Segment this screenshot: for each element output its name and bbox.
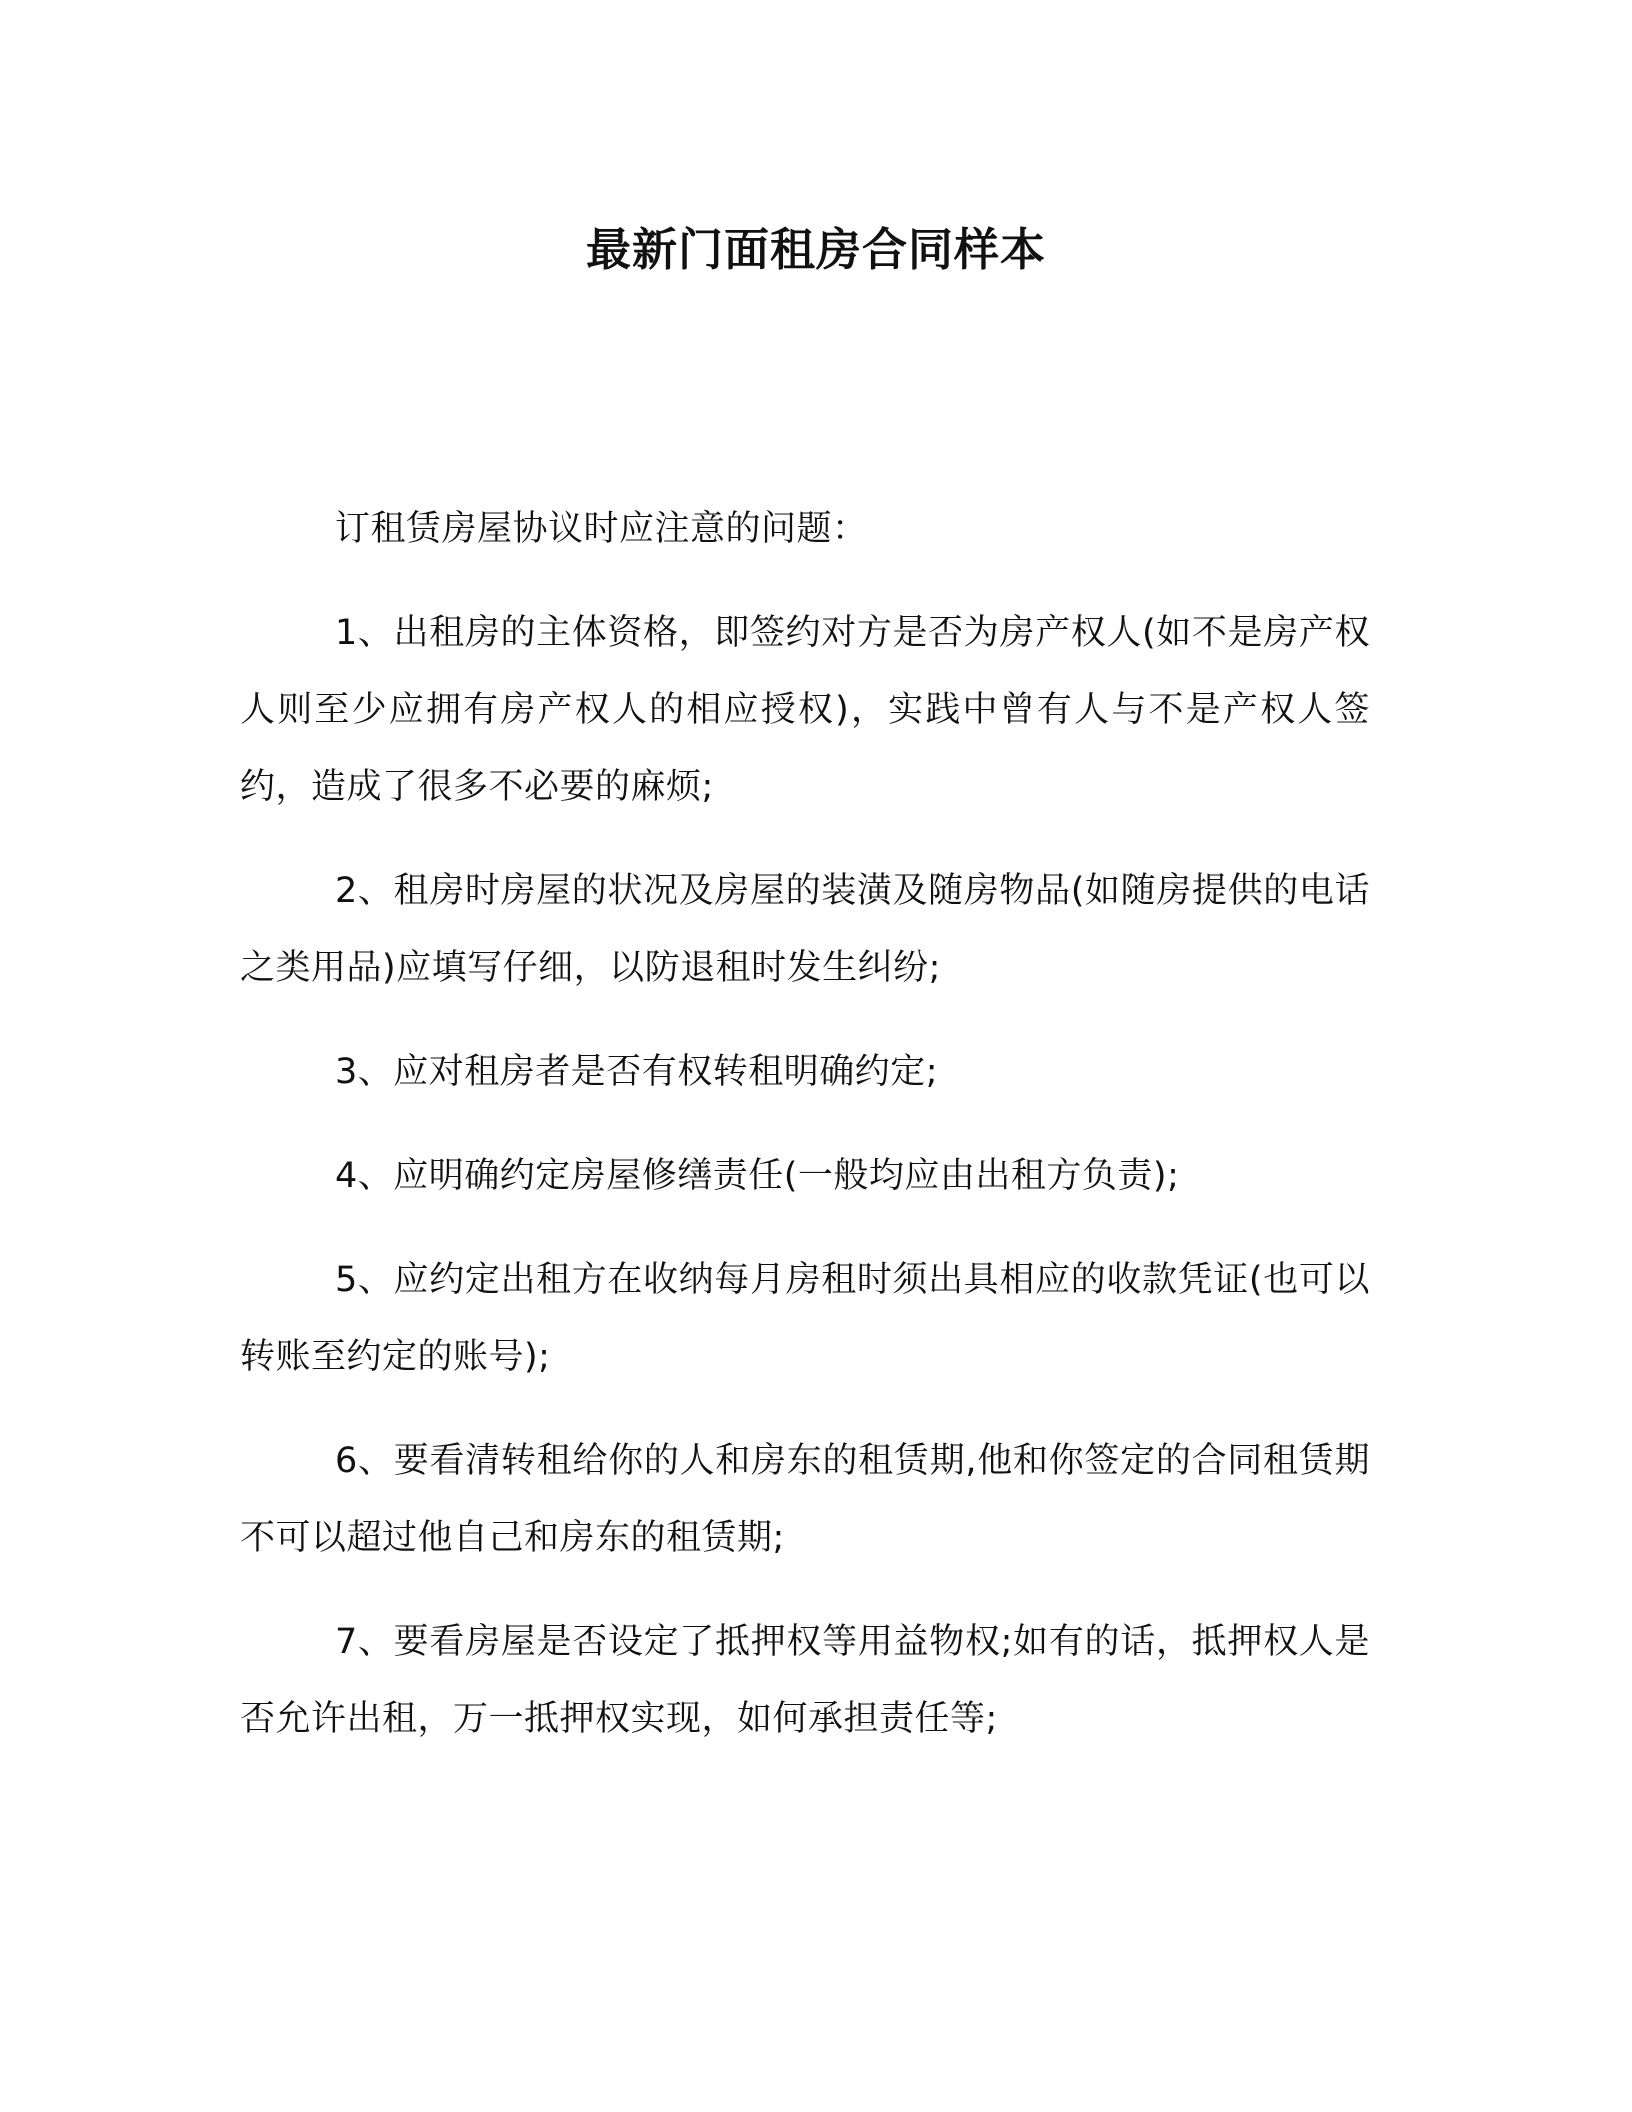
list-item: 6、要看清转租给你的人和房东的租赁期,他和你签定的合同租赁期不可以超过他自己和房东的租赁期; [240, 1441, 1370, 1558]
list-item: 5、应约定出租方在收纳每月房租时须出具相应的收款凭证(也可以转账至约定的账号); [240, 1260, 1370, 1377]
list-item: 1、出租房的主体资格，即签约对方是否为房产权人(如不是房产权人则至少应拥有房产权人的相应授权)，实践中曾有人与不是产权人签约，造成了很多不必要的麻烦; [240, 613, 1370, 807]
list-item: 2、租房时房屋的状况及房屋的装潢及随房物品(如随房提供的电话之类用品)应填写仔细，以防退租时发生纠纷; [240, 871, 1370, 988]
list-item: 3、应对租房者是否有权转租明确约定; [335, 1052, 939, 1092]
list-item: 7、要看房屋是否设定了抵押权等用益物权;如有的话，抵押权人是否允许出租，万一抵押权实现，如何承担责任等; [240, 1622, 1370, 1739]
list-item: 4、应明确约定房屋修缮责任(一般均应由出租方负责); [335, 1156, 1180, 1196]
intro-paragraph: 订租赁房屋协议时应注意的问题： [335, 509, 868, 549]
document-body [240, 491, 1370, 1785]
document-title: 最新门面租房合同样本 [585, 223, 1046, 276]
